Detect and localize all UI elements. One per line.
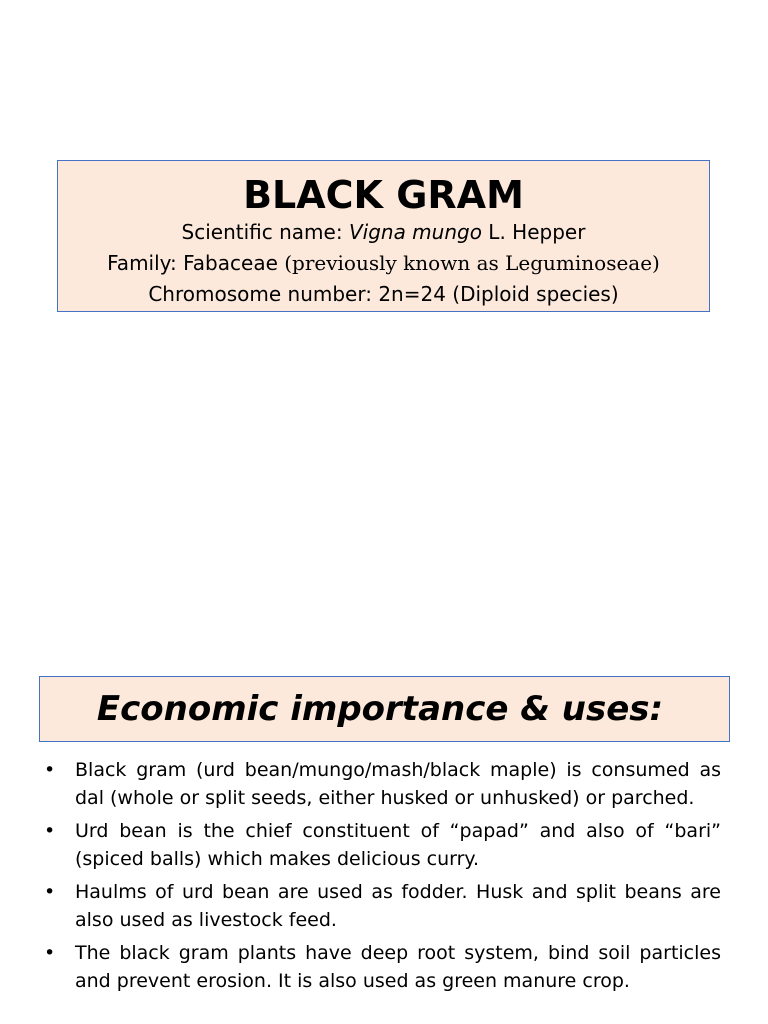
scientific-name-label: Scientific name: [181, 220, 349, 244]
section-title: Economic importance & uses: [96, 689, 664, 729]
title-box [57, 160, 710, 312]
family-line [58, 248, 709, 279]
bullet-icon: • [44, 881, 56, 903]
uses-list [44, 756, 721, 1000]
scientific-name: Vigna mungo [348, 220, 482, 244]
bullet-icon: • [44, 942, 56, 964]
list-item [44, 878, 721, 934]
list-item [44, 756, 721, 812]
family-note: (previously known as Leguminoseae) [284, 251, 660, 275]
list-item-text: Black gram (urd bean/mungo/mash/black maple) is consumed as dal (whole or split seeds, either husked or unhusked) or parched. [75, 759, 721, 809]
scientific-name-line [58, 217, 709, 248]
bullet-icon: • [44, 820, 56, 842]
section-heading-box [39, 676, 730, 742]
list-item-text: Haulms of urd bean are used as fodder. Husk and split beans are also used as livestock feed. [75, 881, 721, 931]
list-item [44, 817, 721, 873]
scientific-author: L. Hepper [481, 220, 586, 244]
page-title: BLACK GRAM [243, 173, 524, 217]
list-item [44, 939, 721, 995]
family-label: Family: Fabaceae [107, 251, 285, 275]
chromosome-line: Chromosome number: 2n=24 (Diploid species) [148, 282, 619, 306]
list-item-text: The black gram plants have deep root system, bind soil particles and prevent erosion. It is also used as green manure crop. [75, 942, 721, 992]
bullet-icon: • [44, 759, 56, 781]
list-item-text: Urd bean is the chief constituent of “papad” and also of “bari” (spiced balls) which makes delicious curry. [75, 820, 721, 870]
